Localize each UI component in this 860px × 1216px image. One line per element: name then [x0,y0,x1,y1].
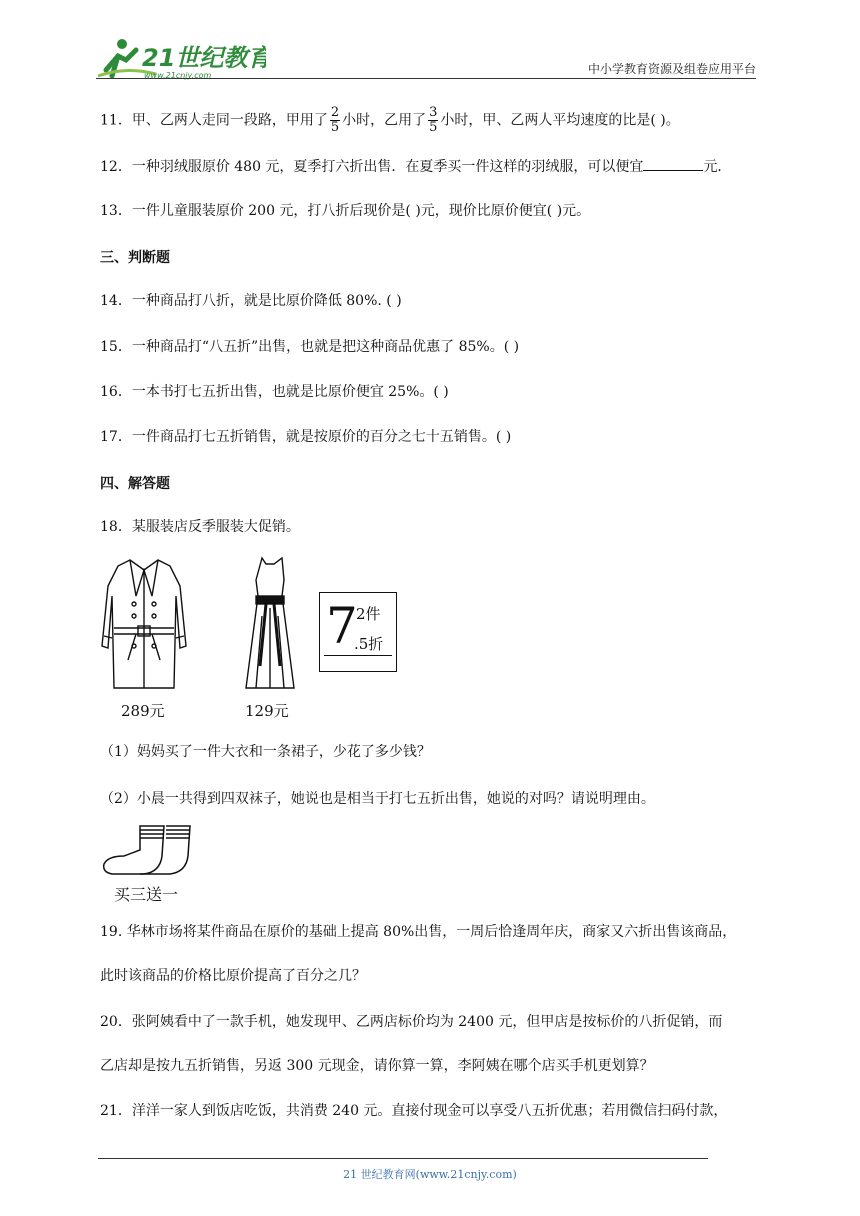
coat-illustration [100,556,188,692]
socks-caption: 买三送一 [114,885,179,904]
fraction-2-5: $\frac{2}{5}$ [330,105,340,135]
footer-divider [98,1158,708,1159]
q11-text-pre: 11．甲、乙两人走同一段路，甲用了 [100,112,328,129]
question-13: 13．一件儿童服装原价 200 元，打八折后现价是( )元，现价比原价便宜( )元。 [100,203,591,219]
question-18-part-2: （2）小晨一共得到四双袜子，她说也是相当于打七五折出售，她说的对吗？请说明理由。 [100,791,655,807]
question-12: 12．一种羽绒服原价 480 元，夏季打六折出售．在夏季买一件这样的羽绒服，可以便宜 元． [100,156,731,177]
question-11 [100,106,680,135]
platform-title: 中小学教育资源及组卷应用平台 [587,62,756,76]
question-19-line-2: 此时该商品的价格比原价提高了百分之几？ [100,968,366,984]
question-15: 15．一种商品打“八五折”出售，也就是把这种商品优惠了 85%。( ) [100,339,520,355]
socks-illustration [100,822,196,880]
dress-illustration [238,556,302,692]
discount-sign [319,592,397,672]
q11-text-mid: 小时，乙用了 [342,112,427,129]
coat-price: 289元 [121,702,165,720]
dress-price: 129元 [245,702,289,720]
question-19-line-1: 19. 华林市场将某件商品在原价的基础上提高 80%出售，一周后恰逢周年庆，商家又六折出售该商品， [100,924,737,940]
question-17: 17．一件商品打七五折销售，就是按原价的百分之七十五销售。( ) [100,429,512,445]
discount-sign-underline [324,655,392,656]
question-14: 14．一种商品打八折，就是比原价降低 80%. ( ) [100,293,402,309]
site-logo [96,36,266,82]
discount-sign-top: 2件 [356,605,381,623]
header-divider [96,78,756,79]
question-20-line-1: 20．张阿姨看中了一款手机，她发现甲、乙两店标价均为 2400 元，但甲店是按标价的八折促销，而 [100,1014,723,1030]
fraction-3-5: $\frac{3}{5}$ [429,105,438,135]
question-21-line-1: 21．洋洋一家人到饭店吃饭，共消费 240 元。直接付现金可以享受八五折优惠；若用微信扫码付款， [100,1103,728,1119]
question-18: 18．某服装店反季服装大促销。 [100,519,300,535]
question-16: 16．一本书打七五折出售，也就是比原价便宜 25%。( ) [100,384,449,400]
discount-sign-big-number: 7 [326,597,358,655]
svg-text:21世纪教育: 21世纪教育 [142,44,266,72]
section-answers: 四、解答题 [100,476,170,492]
runner-logo-icon [96,36,266,82]
discount-sign-bottom: .5折 [354,635,384,653]
footer-link[interactable]: 21 世纪教育网(www.21cnjy.com) [343,1168,517,1181]
question-18-part-1: （1）妈妈买了一件大衣和一条裙子，少花了多少钱？ [100,744,431,760]
answer-blank[interactable] [643,156,703,171]
section-judgement: 三、判断题 [100,250,170,266]
question-20-line-2: 乙店却是按九五折销售，另返 300 元现金，请你算一算，李阿姨在哪个店买手机更划算？ [100,1058,654,1074]
q11-text-post: 小时，甲、乙两人平均速度的比是( )。 [440,112,680,129]
svg-text:www.21cnjy.com: www.21cnjy.com [144,71,212,80]
